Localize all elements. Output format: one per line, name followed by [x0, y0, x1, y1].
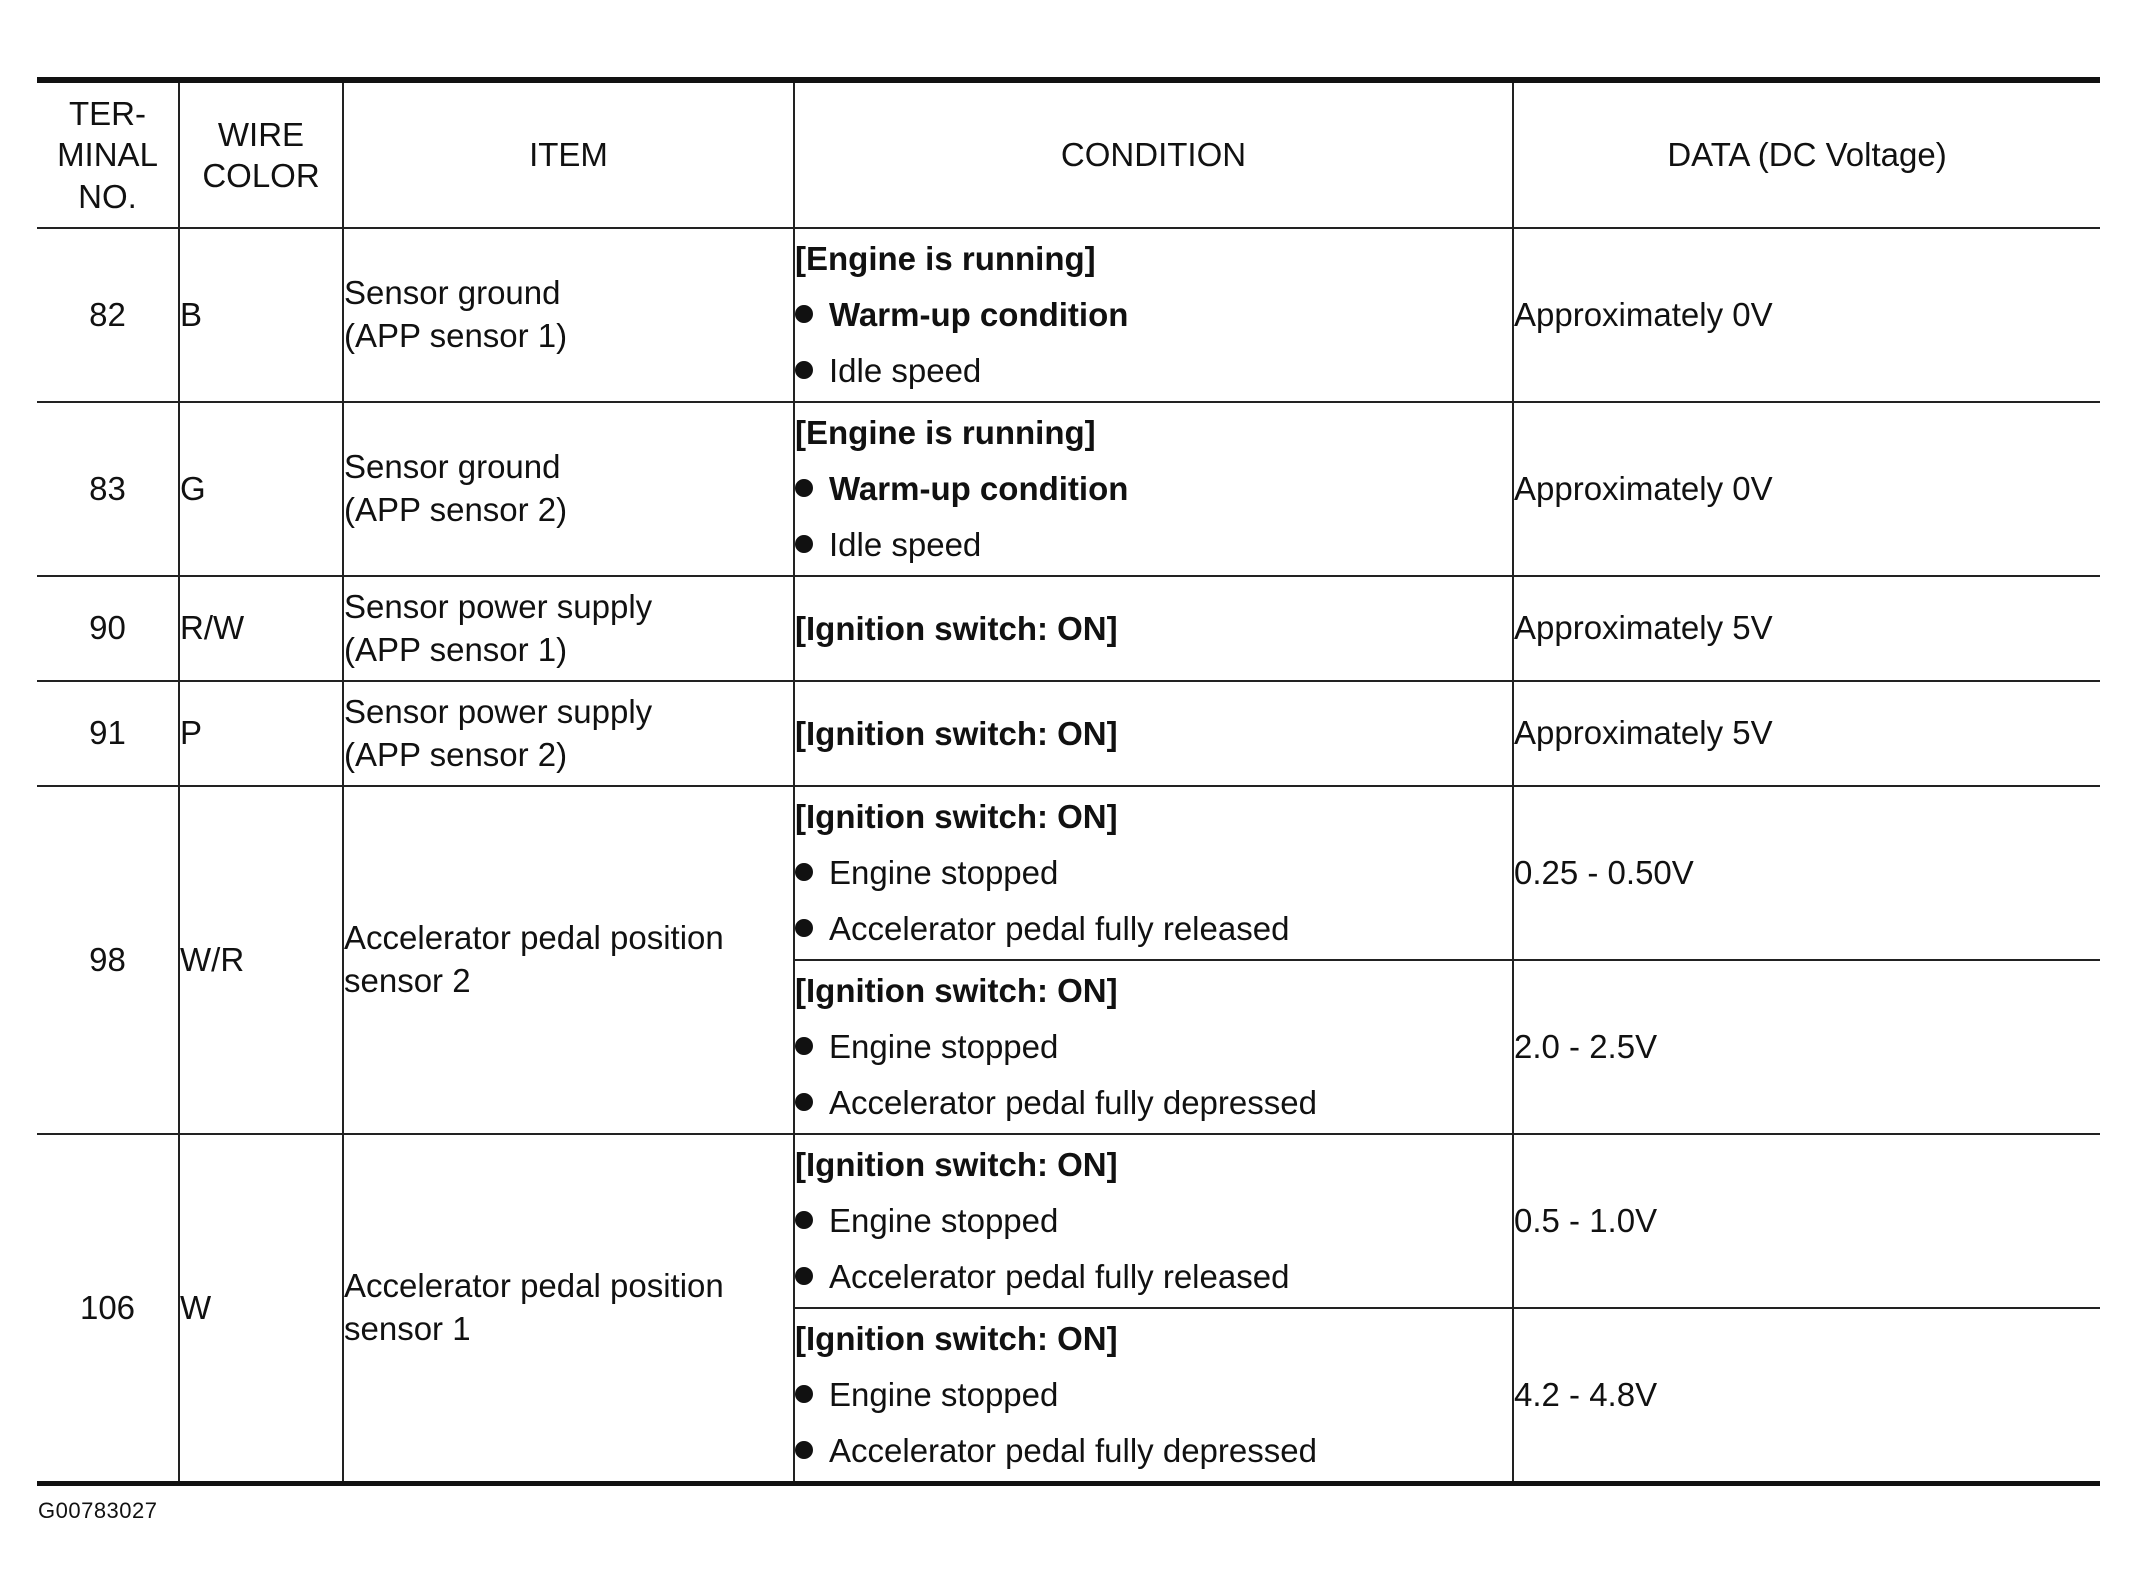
- table-row-83: [37, 402, 2100, 576]
- table-row-106: [37, 1134, 2100, 1308]
- condition-bullet-text: Engine stopped: [829, 1202, 1059, 1239]
- data-voltage: Approximately 0V: [1513, 402, 2100, 576]
- condition-heading: [Ignition switch: ON]: [795, 1320, 1118, 1357]
- condition-bullet: [795, 343, 1512, 399]
- terminal-number: 90: [37, 576, 179, 681]
- figure-code: G00783027: [38, 1498, 158, 1523]
- condition-cell: [794, 1134, 1513, 1308]
- condition-bullet-text: Warm-up condition: [829, 470, 1129, 507]
- condition-bullet-text: Engine stopped: [829, 1376, 1059, 1413]
- data-voltage: 4.2 - 4.8V: [1513, 1308, 2100, 1484]
- bullet-dot-icon: [795, 479, 813, 497]
- condition-bullet-text: Accelerator pedal fully depressed: [829, 1432, 1317, 1469]
- condition-bullet: [795, 1249, 1512, 1305]
- item-description: Sensor power supply (APP sensor 2): [343, 681, 794, 786]
- data-voltage: Approximately 0V: [1513, 228, 2100, 402]
- condition-heading: [Ignition switch: ON]: [795, 714, 1118, 752]
- wire-color: G: [179, 402, 343, 576]
- condition-heading: [Ignition switch: ON]: [795, 798, 1118, 835]
- condition-cell: [794, 1308, 1513, 1484]
- bullet-dot-icon: [795, 1441, 813, 1459]
- data-voltage: 0.5 - 1.0V: [1513, 1134, 2100, 1308]
- item-description: Sensor power supply (APP sensor 1): [343, 576, 794, 681]
- condition-bullet: [795, 517, 1512, 573]
- table-row-90: [37, 576, 2100, 681]
- bullet-dot-icon: [795, 535, 813, 553]
- terminal-table: [37, 77, 2100, 1486]
- condition-bullet-text: Warm-up condition: [829, 296, 1129, 333]
- wire-color: R/W: [179, 576, 343, 681]
- condition-heading: [Engine is running]: [795, 240, 1096, 277]
- bullet-dot-icon: [795, 1211, 813, 1229]
- condition-bullet-text: Engine stopped: [829, 1028, 1059, 1065]
- condition-bullet: [795, 1193, 1512, 1249]
- condition-bullet: [795, 287, 1512, 343]
- terminal-number: 83: [37, 402, 179, 576]
- condition-cell: [794, 786, 1513, 960]
- terminal-number: 91: [37, 681, 179, 786]
- condition-bullet-text: Engine stopped: [829, 854, 1059, 891]
- condition-bullet: [795, 1075, 1512, 1131]
- condition-bullet: [795, 1423, 1512, 1479]
- table-row-82: [37, 228, 2100, 402]
- header-item: ITEM: [343, 80, 794, 228]
- item-description: Sensor ground (APP sensor 1): [343, 228, 794, 402]
- condition-cell: [794, 228, 1513, 402]
- bullet-dot-icon: [795, 361, 813, 379]
- bullet-dot-icon: [795, 1093, 813, 1111]
- condition-heading: [Engine is running]: [795, 414, 1096, 451]
- condition-cell: [794, 402, 1513, 576]
- bullet-dot-icon: [795, 1037, 813, 1055]
- header-data: DATA (DC Voltage): [1513, 80, 2100, 228]
- wire-color: W/R: [179, 786, 343, 1134]
- condition-cell: [794, 960, 1513, 1134]
- table-row-91: [37, 681, 2100, 786]
- condition-bullet-text: Idle speed: [829, 352, 982, 389]
- wire-color: W: [179, 1134, 343, 1484]
- wire-color: B: [179, 228, 343, 402]
- wire-color: P: [179, 681, 343, 786]
- data-voltage: 2.0 - 2.5V: [1513, 960, 2100, 1134]
- condition-bullet: [795, 461, 1512, 517]
- condition-bullet: [795, 1019, 1512, 1075]
- condition-bullet-text: Idle speed: [829, 526, 982, 563]
- condition-bullet: [795, 845, 1512, 901]
- condition-heading: [Ignition switch: ON]: [795, 609, 1118, 647]
- condition-heading: [Ignition switch: ON]: [795, 972, 1118, 1009]
- table-row-98: [37, 786, 2100, 960]
- data-voltage: Approximately 5V: [1513, 681, 2100, 786]
- item-description: Accelerator pedal position sensor 1: [343, 1134, 794, 1484]
- bullet-dot-icon: [795, 863, 813, 881]
- condition-bullet-text: Accelerator pedal fully released: [829, 910, 1290, 947]
- header-terminal-no: TER- MINAL NO.: [37, 80, 179, 228]
- bullet-dot-icon: [795, 1385, 813, 1403]
- item-description: Accelerator pedal position sensor 2: [343, 786, 794, 1134]
- bullet-dot-icon: [795, 1267, 813, 1285]
- header-row: [37, 80, 2100, 228]
- terminal-number: 82: [37, 228, 179, 402]
- data-voltage: 0.25 - 0.50V: [1513, 786, 2100, 960]
- item-description: Sensor ground (APP sensor 2): [343, 402, 794, 576]
- terminal-number: 106: [37, 1134, 179, 1484]
- terminal-number: 98: [37, 786, 179, 1134]
- header-wire-color: WIRE COLOR: [179, 80, 343, 228]
- bullet-dot-icon: [795, 305, 813, 323]
- data-voltage: Approximately 5V: [1513, 576, 2100, 681]
- condition-bullet-text: Accelerator pedal fully released: [829, 1258, 1290, 1295]
- condition-heading: [Ignition switch: ON]: [795, 1146, 1118, 1183]
- condition-bullet: [795, 901, 1512, 957]
- header-condition: CONDITION: [794, 80, 1513, 228]
- condition-bullet-text: Accelerator pedal fully depressed: [829, 1084, 1317, 1121]
- bullet-dot-icon: [795, 919, 813, 937]
- condition-bullet: [795, 1367, 1512, 1423]
- condition-cell: [794, 576, 1513, 681]
- condition-cell: [794, 681, 1513, 786]
